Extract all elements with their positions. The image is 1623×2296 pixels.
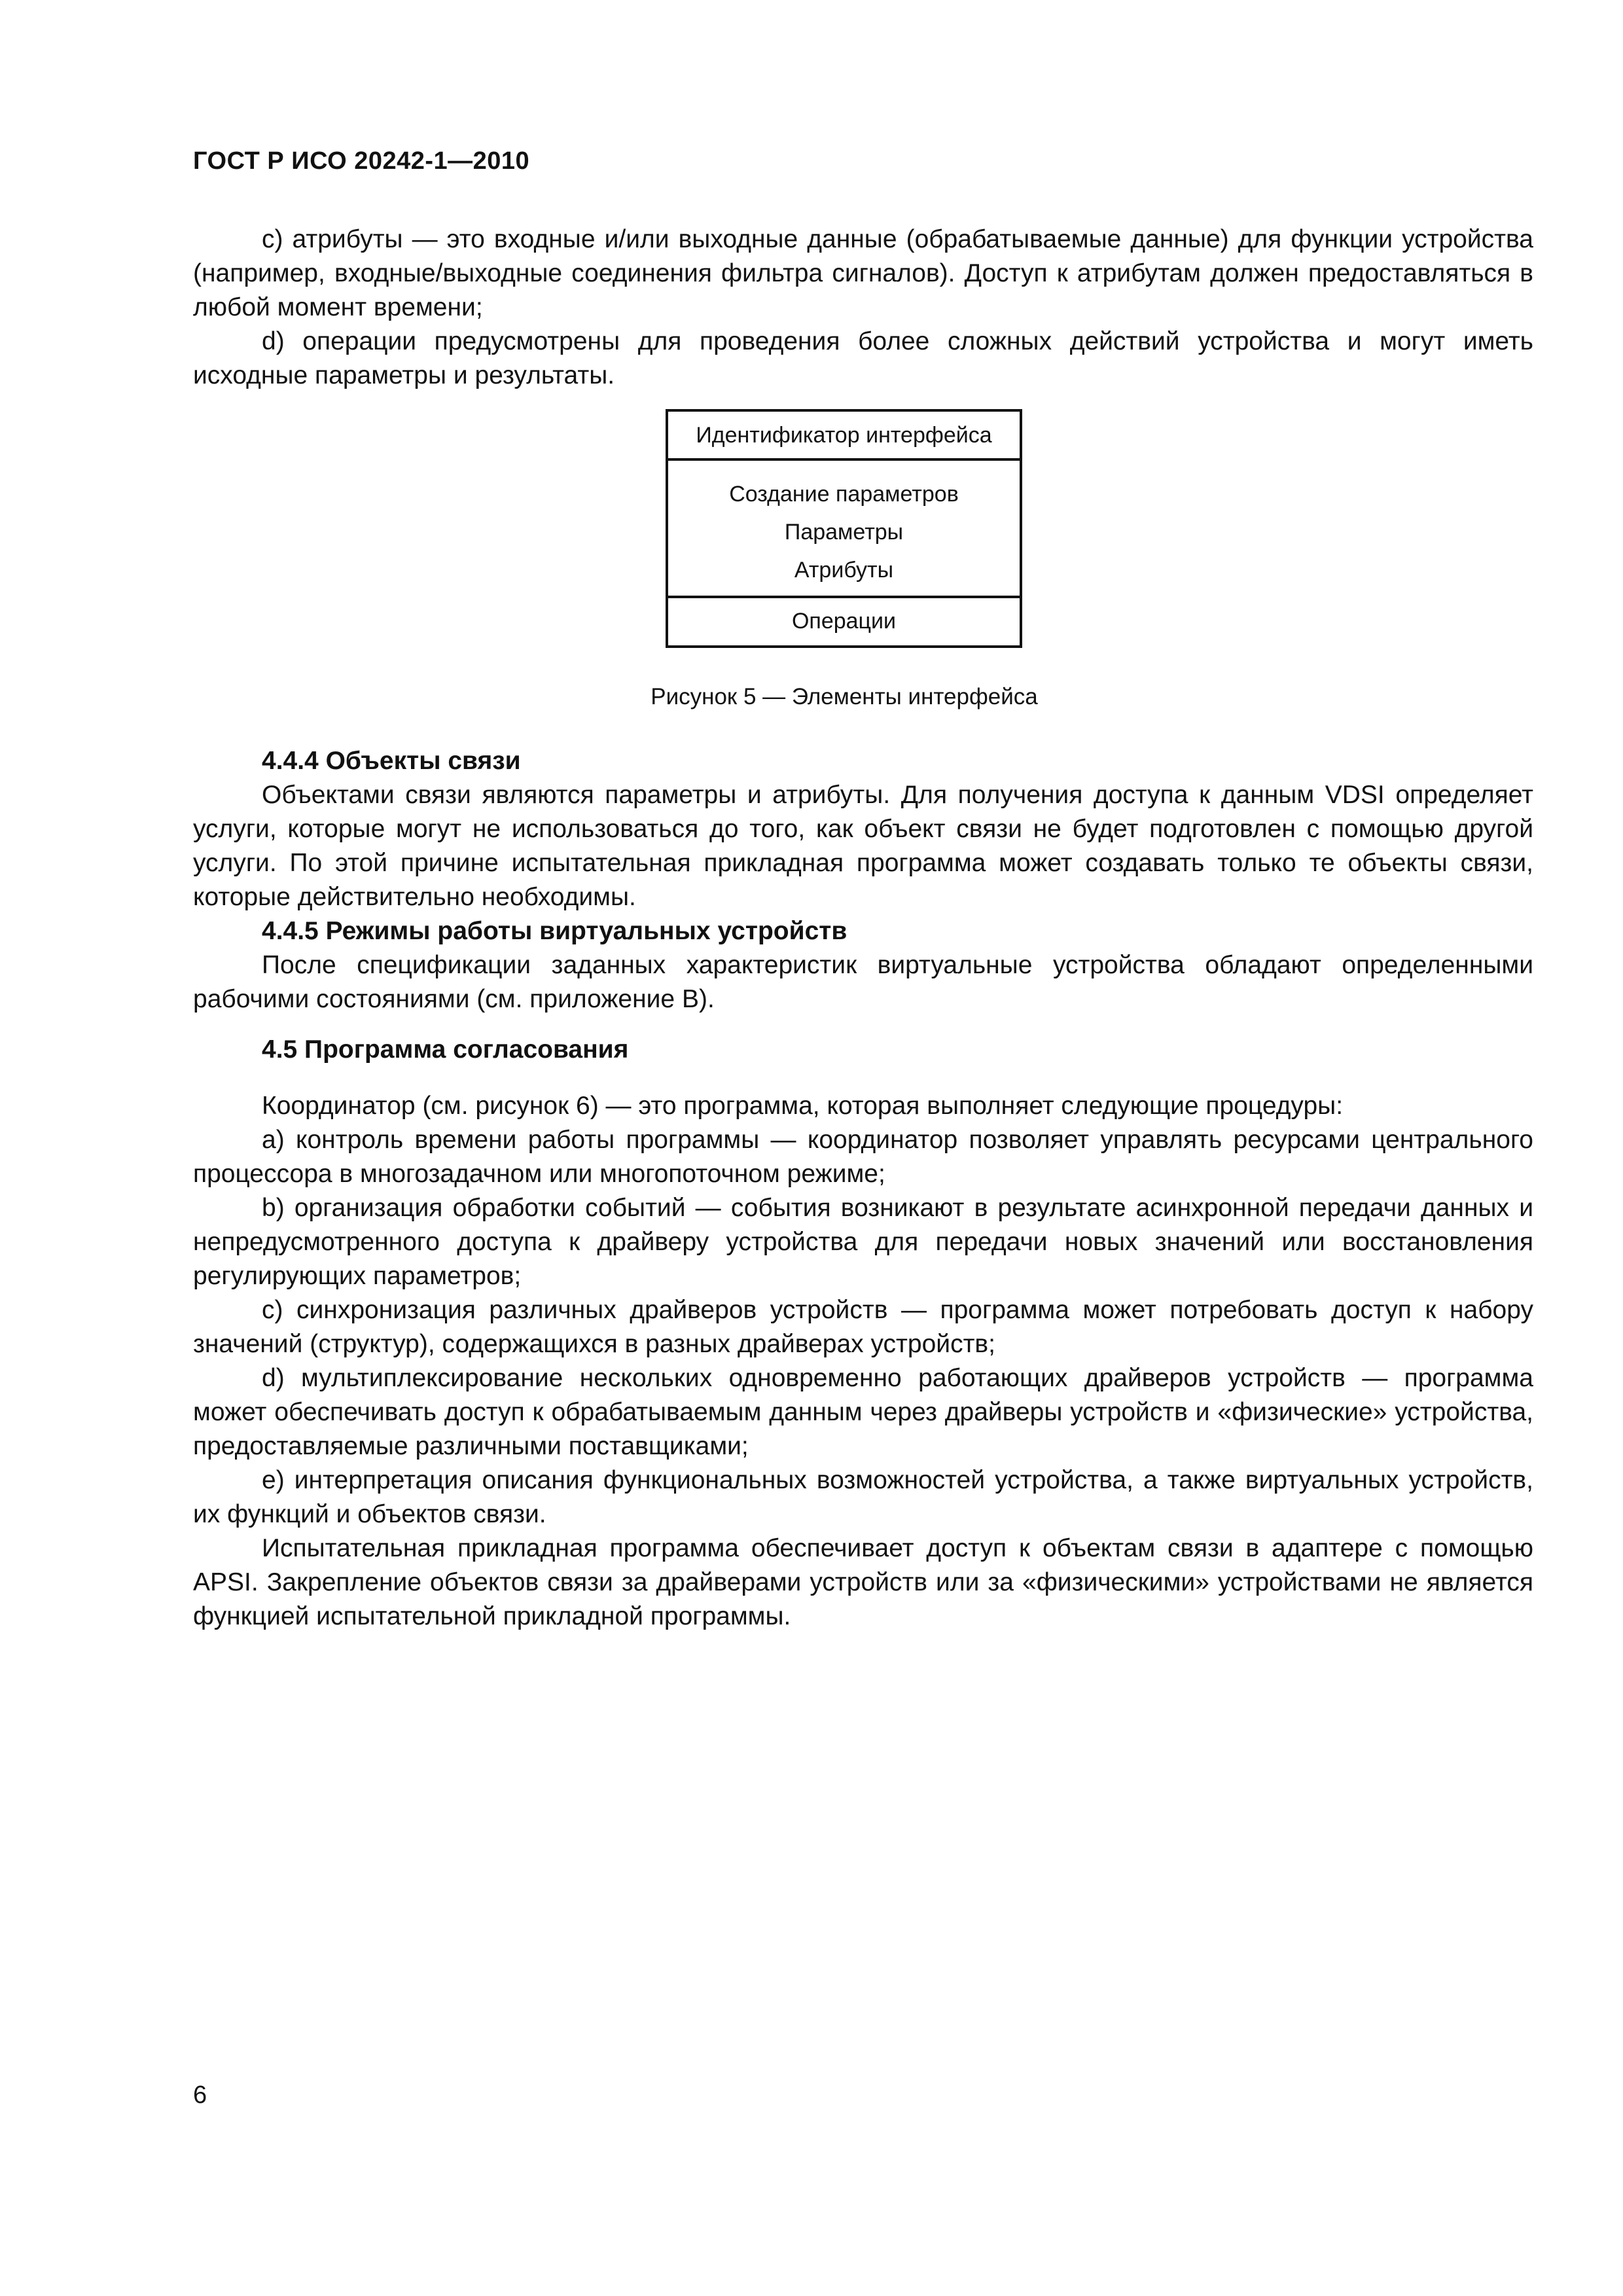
interface-elements-diagram [666, 409, 1022, 648]
paragraph-apsi: Испытательная прикладная программа обеспечивает доступ к объектам связи в адаптере с помощью APSI. Закрепление объектов связи за драйверами устройств или за «физическими» устройствами не является функцией испытательной прикладной программы. [193, 1534, 1533, 1630]
diagram-label-params: Параметры [784, 520, 904, 545]
paragraph-attributes: с) атрибуты — это входные и/или выходные данные (обрабатываемые данные) для функции устройства (например, входные/выходные соединения фильтра сигналов). Доступ к атрибутам должен предоставляться в любой момент времени; [193, 225, 1533, 321]
page-number: 6 [193, 2081, 207, 2109]
list-item-d: d) мультиплексирование нескольких одновременно работающих драйверов устройств — программа может обеспечивать доступ к обрабатываемым данным через драйверы устройств и «физические» устройства, предоставляемые различными поставщиками; [193, 1364, 1533, 1460]
section-4-5 [193, 1033, 1533, 1067]
heading-4-4-5: 4.4.5 Режимы работы виртуальных устройств [262, 917, 847, 945]
document-header: ГОСТ Р ИСО 20242-1—2010 [193, 147, 530, 175]
list-item-b: b) организация обработки событий — события возникают в результате асинхронной передачи данных и непредусмотренного доступа к драйверу устройства для передачи новых значений или восстановления регулирующих параметров; [193, 1194, 1533, 1290]
section-4-5-body [193, 1089, 1533, 1634]
list-item-c: с) синхронизация различных драйверов устройств — программа может потребовать доступ к набору значений (структур), содержащихся в разных драйверах устройств; [193, 1296, 1533, 1358]
diagram-label-create-params: Создание параметров [729, 482, 959, 507]
paragraph-4-4-5: После спецификации заданных характеристик виртуальные устройства обладают определенными рабочими состояниями (см. приложение В). [193, 951, 1533, 1013]
paragraph-4-4-4: Объектами связи являются параметры и атрибуты. Для получения доступа к данным VDSI определяет услуги, которые могут не использоваться до того, как объект связи не будет подготовлен с помощью другой услуги. По этой причине испытательная прикладная программа может создавать только те объекты связи, которые действительно необходимы. [193, 781, 1533, 911]
intro-section [193, 223, 1533, 393]
list-item-e: е) интерпретация описания функциональных возможностей устройства, а также виртуальных устройств, их функций и объектов связи. [193, 1466, 1533, 1528]
diagram-interface-id-box: Идентификатор интерфейса [668, 412, 1020, 461]
heading-4-4-4: 4.4.4 Объекты связи [262, 747, 521, 775]
diagram-parameters-box [668, 461, 1020, 598]
diagram-label-attributes: Атрибуты [794, 558, 894, 583]
figure-caption: Рисунок 5 — Элементы интерфейса [651, 684, 1038, 709]
paragraph-operations: d) операции предусмотрены для проведения более сложных действий устройства и могут иметь исходные параметры и результаты. [193, 327, 1533, 389]
diagram-operations-box: Операции [791, 609, 897, 634]
paragraph-coordinator: Координатор (см. рисунок 6) — это программа, которая выполняет следующие процедуры: [262, 1092, 1344, 1120]
list-item-a: а) контроль времени работы программы — координатор позволяет управлять ресурсами центрального процессора в многозадачном или многопоточном режиме; [193, 1126, 1533, 1188]
section-4-4-4-5 [193, 744, 1533, 1016]
heading-4-5: 4.5 Программа согласования [262, 1035, 629, 1064]
